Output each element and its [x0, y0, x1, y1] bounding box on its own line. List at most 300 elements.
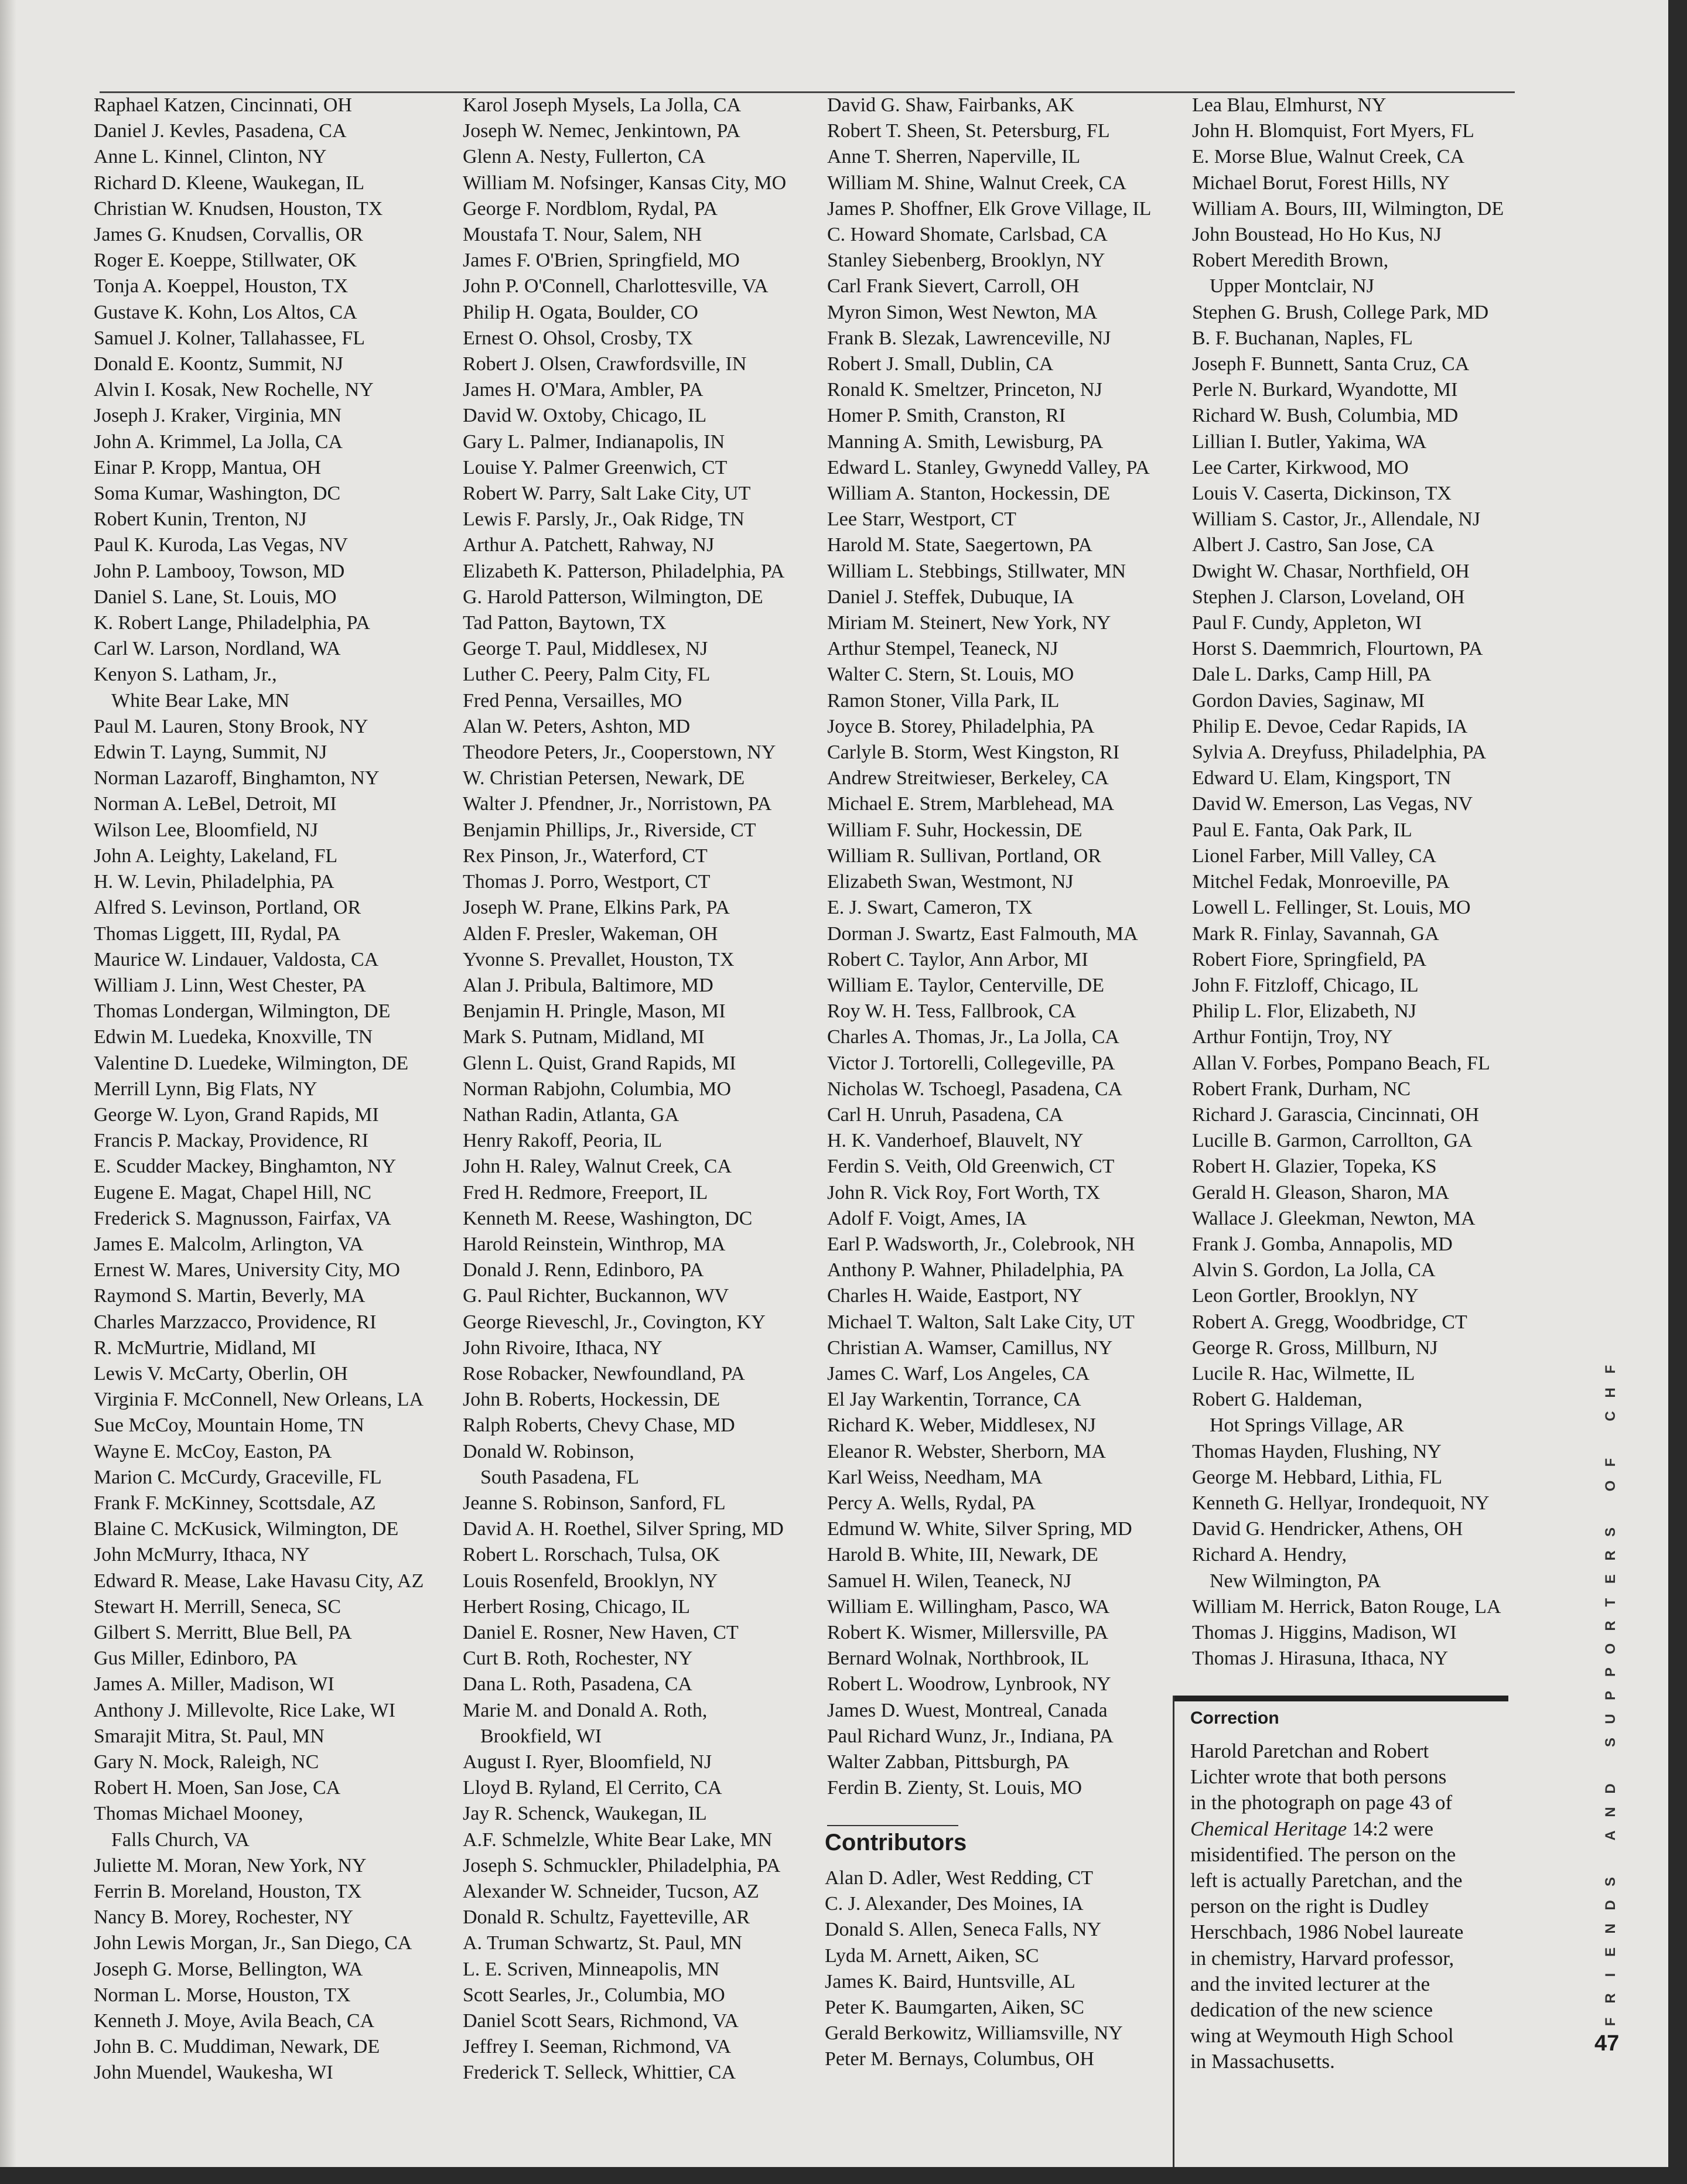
- supporter-entry: Arthur A. Patchett, Rahway, NJ: [463, 534, 715, 556]
- supporter-entry: Rex Pinson, Jr., Waterford, CT: [463, 845, 708, 867]
- supporter-entry: Allan V. Forbes, Pompano Beach, FL: [1192, 1052, 1490, 1074]
- correction-line: Chemical Heritage 14:2 were: [1190, 1817, 1434, 1840]
- supporter-entry: James K. Baird, Huntsville, AL: [825, 1970, 1075, 1992]
- supporter-entry: Juliette M. Moran, New York, NY: [94, 1854, 367, 1877]
- supporter-entry: William J. Linn, West Chester, PA: [94, 974, 366, 996]
- supporter-entry: Richard K. Weber, Middlesex, NJ: [827, 1414, 1096, 1437]
- supporter-entry: Anne L. Kinnel, Clinton, NY: [94, 146, 327, 168]
- correction-line: dedication of the new science: [1190, 1998, 1433, 2022]
- supporter-entry: K. Robert Lange, Philadelphia, PA: [94, 612, 370, 634]
- supporter-entry: Harold M. State, Saegertown, PA: [827, 534, 1092, 556]
- supporter-entry: Eleanor R. Webster, Sherborn, MA: [827, 1440, 1106, 1462]
- supporter-entry: Karl Weiss, Needham, MA: [827, 1466, 1043, 1488]
- supporter-entry: Albert J. Castro, San Jose, CA: [1192, 534, 1435, 556]
- supporter-entry: Earl P. Wadsworth, Jr., Colebrook, NH: [827, 1233, 1135, 1255]
- supporter-entry: Joyce B. Storey, Philadelphia, PA: [827, 715, 1095, 737]
- supporter-entry: Myron Simon, West Newton, MA: [827, 301, 1098, 323]
- supporter-entry: Tad Patton, Baytown, TX: [463, 612, 667, 634]
- supporter-entry: Robert Meredith Brown,: [1192, 249, 1389, 272]
- supporter-entry: Lionel Farber, Mill Valley, CA: [1192, 845, 1436, 867]
- supporter-entry: Lee Starr, Westport, CT: [827, 508, 1016, 531]
- supporter-entry: Carl W. Larson, Nordland, WA: [94, 638, 341, 660]
- supporter-entry: Kenneth M. Reese, Washington, DC: [463, 1207, 753, 1229]
- supporter-entry: Gary N. Mock, Raleigh, NC: [94, 1751, 319, 1773]
- supporter-entry: John McMurry, Ithaca, NY: [94, 1544, 310, 1566]
- name-column-2: [463, 93, 814, 2086]
- supporter-entry: James E. Malcolm, Arlington, VA: [94, 1233, 364, 1255]
- sidebar-letter: F: [1603, 1458, 1618, 1467]
- supporter-entry: Arthur Stempel, Teaneck, NJ: [827, 638, 1058, 660]
- supporter-entry: Jeffrey I. Seeman, Richmond, VA: [463, 2036, 731, 2058]
- supporter-entry: Robert K. Wismer, Millersville, PA: [827, 1621, 1108, 1643]
- sidebar-letter: H: [1603, 1387, 1618, 1398]
- supporter-entry: White Bear Lake, MN: [111, 689, 289, 712]
- supporter-entry: Lee Carter, Kirkwood, MO: [1192, 456, 1409, 479]
- correction-line: person on the right is Dudley: [1190, 1895, 1429, 1918]
- supporter-entry: Robert H. Moen, San Jose, CA: [94, 1777, 341, 1799]
- supporter-entry: Ferrin B. Moreland, Houston, TX: [94, 1881, 362, 1903]
- supporter-entry: Fred Penna, Versailles, MO: [463, 689, 682, 712]
- supporter-entry: Ramon Stoner, Villa Park, IL: [827, 689, 1060, 712]
- sidebar-letter: O: [1603, 1643, 1618, 1655]
- supporter-entry: Norman Lazaroff, Binghamton, NY: [94, 767, 380, 789]
- supporter-entry: John F. Fitzloff, Chicago, IL: [1192, 974, 1419, 996]
- supporter-entry: Richard D. Kleene, Waukegan, IL: [94, 172, 365, 194]
- sidebar-letter: S: [1603, 1527, 1618, 1537]
- supporter-entry: Robert Kunin, Trenton, NJ: [94, 508, 307, 531]
- supporter-entry: Gerald Berkowitz, Williamsville, NY: [825, 2022, 1123, 2045]
- supporter-entry: Ralph Roberts, Chevy Chase, MD: [463, 1414, 735, 1437]
- sidebar-letter: [1603, 1756, 1618, 1774]
- supporter-entry: Nicholas W. Tschoegl, Pasadena, CA: [827, 1078, 1123, 1100]
- supporter-entry: Marie M. and Donald A. Roth,: [463, 1699, 708, 1721]
- supporter-entry: Gordon Davies, Saginaw, MI: [1192, 689, 1425, 712]
- correction-line: wing at Weymouth High School: [1190, 2024, 1454, 2048]
- supporter-entry: Gary L. Palmer, Indianapolis, IN: [463, 430, 725, 453]
- supporter-entry: Alfred S. Levinson, Portland, OR: [94, 897, 361, 919]
- supporter-entry: Norman Rabjohn, Columbia, MO: [463, 1078, 732, 1100]
- supporter-entry: Robert Frank, Durham, NC: [1192, 1078, 1411, 1100]
- sidebar-letter: [1603, 1501, 1618, 1518]
- supporter-entry: William L. Stebbings, Stillwater, MN: [827, 560, 1126, 582]
- supporter-entry: Louis V. Caserta, Dickinson, TX: [1192, 483, 1452, 505]
- correction-line: and the invited lecturer at the: [1190, 1972, 1430, 1995]
- supporter-entry: Joseph W. Prane, Elkins Park, PA: [463, 897, 730, 919]
- supporter-entry: Gerald H. Gleason, Sharon, MA: [1192, 1181, 1450, 1204]
- supporter-entry: Frank F. McKinney, Scottsdale, AZ: [94, 1492, 376, 1514]
- supporter-entry: Wayne E. McCoy, Easton, PA: [94, 1440, 332, 1462]
- sidebar-letter: P: [1603, 1667, 1618, 1677]
- supporter-entry: Alden F. Presler, Wakeman, OH: [463, 922, 718, 945]
- supporter-entry: Blaine C. McKusick, Wilmington, DE: [94, 1518, 399, 1540]
- supporter-entry: Homer P. Smith, Cranston, RI: [827, 405, 1066, 427]
- supporter-entry: William A. Stanton, Hockessin, DE: [827, 483, 1111, 505]
- supporter-entry: Joseph S. Schmuckler, Philadelphia, PA: [463, 1854, 781, 1877]
- supporter-entry: Adolf F. Voigt, Ames, IA: [827, 1207, 1027, 1229]
- supporter-entry: James P. Shoffner, Elk Grove Village, IL: [827, 197, 1152, 220]
- supporter-entry: Horst S. Daemmrich, Flourtown, PA: [1192, 638, 1483, 660]
- supporter-entry: L. E. Scriven, Minneapolis, MN: [463, 1958, 720, 1980]
- supporter-entry: Robert Fiore, Springfield, PA: [1192, 948, 1427, 970]
- supporter-entry: B. F. Buchanan, Naples, FL: [1192, 327, 1413, 349]
- supporter-entry: Nathan Radin, Atlanta, GA: [463, 1103, 679, 1126]
- supporter-entry: Hot Springs Village, AR: [1210, 1414, 1404, 1437]
- supporter-entry: Elizabeth Swan, Westmont, NJ: [827, 871, 1074, 893]
- supporter-entry: New Wilmington, PA: [1210, 1570, 1381, 1592]
- supporter-entry: Joseph J. Kraker, Virginia, MN: [94, 405, 342, 427]
- supporter-entry: Karol Joseph Mysels, La Jolla, CA: [463, 94, 742, 116]
- supporter-entry: Peter K. Baumgarten, Aiken, SC: [825, 1997, 1084, 2019]
- correction-line: in Massachusetts.: [1190, 2050, 1335, 2073]
- supporter-entry: Brookfield, WI: [480, 1725, 602, 1747]
- supporter-entry: David W. Oxtoby, Chicago, IL: [463, 405, 707, 427]
- correction-title: Correction: [1190, 1708, 1279, 1728]
- correction-line: left is actually Paretchan, and the: [1190, 1869, 1463, 1892]
- supporter-entry: John P. Lambooy, Towson, MD: [94, 560, 345, 582]
- supporter-entry: Moustafa T. Nour, Salem, NH: [463, 224, 702, 246]
- sidebar-letter: D: [1603, 1900, 1618, 1910]
- supporter-entry: Curt B. Roth, Rochester, NY: [463, 1648, 693, 1670]
- supporter-entry: Joseph W. Nemec, Jenkintown, PA: [463, 120, 740, 142]
- supporter-entry: Joseph F. Bunnett, Santa Cruz, CA: [1192, 353, 1470, 375]
- supporter-entry: Bernard Wolnak, Northbrook, IL: [827, 1648, 1090, 1670]
- supporter-entry: Andrew Streitwieser, Berkeley, CA: [827, 767, 1109, 789]
- supporter-entry: Robert L. Woodrow, Lynbrook, NY: [827, 1673, 1111, 1696]
- supporter-entry: C. Howard Shomate, Carlsbad, CA: [827, 224, 1108, 246]
- supporter-entry: Glenn A. Nesty, Fullerton, CA: [463, 146, 706, 168]
- supporter-entry: Joseph G. Morse, Bellington, WA: [94, 1958, 363, 1980]
- supporter-entry: Carl Frank Sievert, Carroll, OH: [827, 275, 1080, 298]
- supporter-entry: Mitchel Fedak, Monroeville, PA: [1192, 871, 1450, 893]
- correction-line: Herschbach, 1986 Nobel laureate: [1190, 1920, 1464, 1944]
- supporter-entry: Lewis V. McCarty, Oberlin, OH: [94, 1362, 348, 1385]
- supporter-entry: Robert H. Glazier, Topeka, KS: [1192, 1156, 1437, 1178]
- supporter-entry: Alvin I. Kosak, New Rochelle, NY: [94, 379, 374, 401]
- supporter-entry: Thomas Michael Mooney,: [94, 1803, 303, 1825]
- supporter-entry: Raymond S. Martin, Beverly, MA: [94, 1285, 366, 1307]
- supporter-entry: R. McMurtrie, Midland, MI: [94, 1337, 316, 1359]
- supporter-entry: Michael Borut, Forest Hills, NY: [1192, 172, 1450, 194]
- supporter-entry: Walter C. Stern, St. Louis, MO: [827, 664, 1074, 686]
- supporter-entry: Walter Zabban, Pittsburgh, PA: [827, 1751, 1070, 1773]
- supporter-entry: Louise Y. Palmer Greenwich, CT: [463, 456, 728, 479]
- supporter-entry: Dana L. Roth, Pasadena, CA: [463, 1673, 692, 1696]
- supporter-entry: Theodore Peters, Jr., Cooperstown, NY: [463, 741, 776, 764]
- supporter-entry: Einar P. Kropp, Mantua, OH: [94, 456, 322, 479]
- supporter-entry: Alan D. Adler, West Redding, CT: [825, 1867, 1094, 1889]
- supporter-entry: William M. Nofsinger, Kansas City, MO: [463, 172, 787, 194]
- supporter-entry: Gilbert S. Merritt, Blue Bell, PA: [94, 1621, 352, 1643]
- correction-body: [1190, 1738, 1507, 2075]
- supporter-entry: Fred H. Redmore, Freeport, IL: [463, 1181, 708, 1204]
- supporter-entry: G. Harold Patterson, Wilmington, DE: [463, 586, 763, 608]
- supporter-entry: David A. H. Roethel, Silver Spring, MD: [463, 1518, 784, 1540]
- supporter-entry: James D. Wuest, Montreal, Canada: [827, 1699, 1108, 1721]
- supporter-entry: Louis Rosenfeld, Brooklyn, NY: [463, 1570, 718, 1592]
- sidebar-letter: U: [1603, 1714, 1618, 1724]
- supporter-entry: Christian W. Knudsen, Houston, TX: [94, 197, 383, 220]
- supporter-entry: Paul E. Fanta, Oak Park, IL: [1192, 819, 1412, 841]
- supporter-entry: Robert G. Haldeman,: [1192, 1389, 1362, 1411]
- supporter-entry: Yvonne S. Prevallet, Houston, TX: [463, 948, 735, 970]
- supporter-entry: John Lewis Morgan, Jr., San Diego, CA: [94, 1932, 412, 1954]
- contributors-heading: Contributors: [825, 1830, 967, 1855]
- supporter-entry: Daniel E. Rosner, New Haven, CT: [463, 1621, 739, 1643]
- supporter-entry: Frank B. Slezak, Lawrenceville, NJ: [827, 327, 1111, 349]
- supporter-entry: South Pasadena, FL: [480, 1466, 640, 1488]
- correction-line: Harold Paretchan and Robert: [1190, 1739, 1429, 1762]
- sidebar-letter: [1603, 1850, 1618, 1867]
- supporter-entry: Alan J. Pribula, Baltimore, MD: [463, 974, 713, 996]
- supporter-entry: Eugene E. Magat, Chapel Hill, NC: [94, 1181, 372, 1204]
- supporter-entry: Kenneth G. Hellyar, Irondequoit, NY: [1192, 1492, 1490, 1514]
- sidebar-letter: F: [1603, 1365, 1618, 1374]
- supporter-entry: Lillian I. Butler, Yakima, WA: [1192, 430, 1427, 453]
- supporter-entry: W. Christian Petersen, Newark, DE: [463, 767, 745, 789]
- supporter-entry: John A. Leighty, Lakeland, FL: [94, 845, 338, 867]
- supporter-entry: Philip H. Ogata, Boulder, CO: [463, 301, 698, 323]
- supporter-entry: Edward R. Mease, Lake Havasu City, AZ: [94, 1570, 424, 1592]
- supporter-entry: Lea Blau, Elmhurst, NY: [1192, 94, 1387, 116]
- supporter-entry: Jeanne S. Robinson, Sanford, FL: [463, 1492, 726, 1514]
- supporter-entry: Robert A. Gregg, Woodbridge, CT: [1192, 1311, 1467, 1333]
- supporter-entry: Glenn L. Quist, Grand Rapids, MI: [463, 1052, 736, 1074]
- name-column-1: [94, 93, 445, 2086]
- correction-line: Lichter wrote that both persons: [1190, 1765, 1447, 1789]
- supporter-entry: Robert T. Sheen, St. Petersburg, FL: [827, 120, 1110, 142]
- supporter-entry: Thomas Londergan, Wilmington, DE: [94, 1000, 391, 1023]
- supporter-entry: Richard J. Garascia, Cincinnati, OH: [1192, 1103, 1480, 1126]
- supporter-entry: Walter J. Pfendner, Jr., Norristown, PA: [463, 793, 772, 815]
- supporter-entry: Stephen G. Brush, College Park, MD: [1192, 301, 1489, 323]
- supporter-entry: Soma Kumar, Washington, DC: [94, 483, 341, 505]
- supporter-entry: Lloyd B. Ryland, El Cerrito, CA: [463, 1777, 722, 1799]
- supporter-entry: Elizabeth K. Patterson, Philadelphia, PA: [463, 560, 785, 582]
- supporter-entry: George R. Gross, Millburn, NJ: [1192, 1337, 1438, 1359]
- supporter-entry: Thomas J. Higgins, Madison, WI: [1192, 1621, 1457, 1643]
- supporter-entry: Upper Montclair, NJ: [1210, 275, 1374, 298]
- supporter-entry: Robert C. Taylor, Ann Arbor, MI: [827, 948, 1088, 970]
- supporter-entry: William S. Castor, Jr., Allendale, NJ: [1192, 508, 1481, 531]
- supporter-entry: Edward L. Stanley, Gwynedd Valley, PA: [827, 456, 1150, 479]
- supporter-entry: Mark S. Putnam, Midland, MI: [463, 1026, 705, 1048]
- supporter-entry: Paul K. Kuroda, Las Vegas, NV: [94, 534, 348, 556]
- page-number: 47: [1594, 2031, 1620, 2056]
- correction-line: in the photograph on page 43 of: [1190, 1791, 1453, 1814]
- supporter-entry: Jay R. Schenck, Waukegan, IL: [463, 1803, 707, 1825]
- supporter-entry: Leon Gortler, Brooklyn, NY: [1192, 1285, 1419, 1307]
- supporter-entry: Manning A. Smith, Lewisburg, PA: [827, 430, 1104, 453]
- supporter-entry: Scott Searles, Jr., Columbia, MO: [463, 1984, 725, 2006]
- supporter-entry: Thomas J. Hirasuna, Ithaca, NY: [1192, 1648, 1449, 1670]
- sidebar-letter: S: [1603, 1877, 1618, 1887]
- supporter-entry: Michael E. Strem, Marblehead, MA: [827, 793, 1115, 815]
- supporter-entry: August I. Ryer, Bloomfield, NJ: [463, 1751, 712, 1773]
- supporter-entry: Henry Rakoff, Peoria, IL: [463, 1130, 662, 1152]
- sidebar-letter: T: [1603, 1598, 1618, 1607]
- supporter-entry: C. J. Alexander, Des Moines, IA: [825, 1893, 1084, 1915]
- supporter-entry: Richard A. Hendry,: [1192, 1544, 1347, 1566]
- supporter-entry: Virginia F. McConnell, New Orleans, LA: [94, 1389, 424, 1411]
- supporter-entry: H. K. Vanderhoef, Blauvelt, NY: [827, 1130, 1084, 1152]
- sidebar-letter: O: [1603, 1480, 1618, 1492]
- sidebar-letter: I: [1603, 1973, 1618, 1977]
- sidebar-letter: E: [1603, 1947, 1618, 1957]
- supporter-entry: Benjamin H. Pringle, Mason, MI: [463, 1000, 726, 1023]
- supporter-entry: Charles H. Waide, Eastport, NY: [827, 1285, 1082, 1307]
- correction-line: misidentified. The person on the: [1190, 1843, 1456, 1866]
- supporter-entry: Maurice W. Lindauer, Valdosta, CA: [94, 948, 379, 970]
- supporter-entry: Falls Church, VA: [111, 1828, 250, 1851]
- supporter-entry: Edward U. Elam, Kingsport, TN: [1192, 767, 1452, 789]
- supporter-entry: Philip E. Devoe, Cedar Rapids, IA: [1192, 715, 1468, 737]
- supporter-entry: Francis P. Mackay, Providence, RI: [94, 1130, 368, 1152]
- sidebar-letter: [1603, 1430, 1618, 1448]
- supporter-entry: Frederick S. Magnusson, Fairfax, VA: [94, 1207, 391, 1229]
- supporter-entry: Stephen J. Clarson, Loveland, OH: [1192, 586, 1465, 608]
- supporter-entry: Peter M. Bernays, Columbus, OH: [825, 2048, 1094, 2070]
- supporter-entry: Kenyon S. Latham, Jr.,: [94, 664, 277, 686]
- supporter-entry: Kenneth J. Moye, Avila Beach, CA: [94, 2010, 375, 2032]
- supporter-entry: Carlyle B. Storm, West Kingston, RI: [827, 741, 1120, 764]
- sidebar-letter: C: [1603, 1410, 1618, 1421]
- supporter-entry: Gustave K. Kohn, Los Altos, CA: [94, 301, 357, 323]
- sidebar-letter: N: [1603, 1807, 1618, 1817]
- supporter-entry: E. Morse Blue, Walnut Creek, CA: [1192, 146, 1465, 168]
- supporter-entry: Perle N. Burkard, Wyandotte, MI: [1192, 379, 1458, 401]
- sidebar-letter: R: [1603, 1550, 1618, 1561]
- supporter-entry: Daniel S. Lane, St. Louis, MO: [94, 586, 337, 608]
- supporter-entry: Samuel J. Kolner, Tallahassee, FL: [94, 327, 366, 349]
- supporter-entry: E. J. Swart, Cameron, TX: [827, 897, 1033, 919]
- supporter-entry: Thomas Hayden, Flushing, NY: [1192, 1440, 1442, 1462]
- supporter-entry: Robert J. Small, Dublin, CA: [827, 353, 1054, 375]
- sidebar-letter: R: [1603, 1620, 1618, 1631]
- supporter-entry: Carl H. Unruh, Pasadena, CA: [827, 1103, 1064, 1126]
- supporter-entry: Sue McCoy, Mountain Home, TN: [94, 1414, 364, 1437]
- sidebar-letter: R: [1603, 1993, 1618, 2004]
- supporter-entry: William F. Suhr, Hockessin, DE: [827, 819, 1082, 841]
- supporter-entry: Dale L. Darks, Camp Hill, PA: [1192, 664, 1432, 686]
- supporter-entry: Stanley Siebenberg, Brooklyn, NY: [827, 249, 1105, 272]
- supporter-entry: Anthony J. Millevolte, Rice Lake, WI: [94, 1699, 395, 1721]
- supporter-entry: John Boustead, Ho Ho Kus, NJ: [1192, 224, 1442, 246]
- supporter-entry: Charles Marzzacco, Providence, RI: [94, 1311, 377, 1333]
- supporter-entry: Wallace J. Gleekman, Newton, MA: [1192, 1207, 1476, 1229]
- supporter-entry: Tonja A. Koeppel, Houston, TX: [94, 275, 349, 298]
- supporter-entry: El Jay Warkentin, Torrance, CA: [827, 1389, 1081, 1411]
- supporter-entry: Alan W. Peters, Ashton, MD: [463, 715, 691, 737]
- supporter-entry: Anne T. Sherren, Naperville, IL: [827, 146, 1081, 168]
- supporter-entry: Lewis F. Parsly, Jr., Oak Ridge, TN: [463, 508, 745, 531]
- supporter-entry: Raphael Katzen, Cincinnati, OH: [94, 94, 352, 116]
- contributors-rule: [827, 1825, 958, 1826]
- sidebar-letter: D: [1603, 1783, 1618, 1794]
- supporter-entry: Rose Robacker, Newfoundland, PA: [463, 1362, 745, 1385]
- supporter-entry: David W. Emerson, Las Vegas, NV: [1192, 793, 1473, 815]
- supporter-entry: Benjamin Phillips, Jr., Riverside, CT: [463, 819, 756, 841]
- supporter-entry: Robert J. Olsen, Crawfordsville, IN: [463, 353, 747, 375]
- supporter-entry: Harold B. White, III, Newark, DE: [827, 1544, 1098, 1566]
- supporter-entry: William M. Herrick, Baton Rouge, LA: [1192, 1595, 1501, 1618]
- supporter-entry: Daniel J. Kevles, Pasadena, CA: [94, 120, 347, 142]
- sidebar-letter: S: [1603, 1737, 1618, 1747]
- correction-line: in chemistry, Harvard professor,: [1190, 1946, 1454, 1970]
- supporter-entry: Paul F. Cundy, Appleton, WI: [1192, 612, 1422, 634]
- contributors-list: [825, 1865, 1176, 2073]
- supporter-entry: Robert W. Parry, Salt Lake City, UT: [463, 483, 751, 505]
- supporter-entry: Norman A. LeBel, Detroit, MI: [94, 793, 337, 815]
- name-column-3: [827, 93, 1179, 1801]
- supporter-entry: Smarajit Mitra, St. Paul, MN: [94, 1725, 325, 1747]
- supporter-entry: Lowell L. Fellinger, St. Louis, MO: [1192, 897, 1471, 919]
- supporter-entry: Harold Reinstein, Winthrop, MA: [463, 1233, 726, 1255]
- supporter-entry: William R. Sullivan, Portland, OR: [827, 845, 1102, 867]
- supporter-entry: Ernest O. Ohsol, Crosby, TX: [463, 327, 693, 349]
- supporter-entry: James G. Knudsen, Corvallis, OR: [94, 224, 363, 246]
- sidebar-letter: E: [1603, 1574, 1618, 1584]
- sidebar-letter: A: [1603, 1830, 1618, 1841]
- supporter-entry: Charles A. Thomas, Jr., La Jolla, CA: [827, 1026, 1119, 1048]
- supporter-entry: Edwin M. Luedeka, Knoxville, TN: [94, 1026, 373, 1048]
- supporter-entry: Dorman J. Swartz, East Falmouth, MA: [827, 922, 1138, 945]
- supporter-entry: George M. Hebbard, Lithia, FL: [1192, 1466, 1443, 1488]
- supporter-entry: Michael T. Walton, Salt Lake City, UT: [827, 1311, 1135, 1333]
- binding-shadow: [0, 0, 16, 2167]
- supporter-entry: A.F. Schmelzle, White Bear Lake, MN: [463, 1828, 773, 1851]
- supporter-entry: Thomas Liggett, III, Rydal, PA: [94, 922, 341, 945]
- supporter-entry: Roger E. Koeppe, Stillwater, OK: [94, 249, 357, 272]
- supporter-entry: John R. Vick Roy, Fort Worth, TX: [827, 1181, 1101, 1204]
- supporter-entry: G. Paul Richter, Buckannon, WV: [463, 1285, 729, 1307]
- supporter-entry: Ferdin S. Veith, Old Greenwich, CT: [827, 1156, 1115, 1178]
- supporter-entry: Arthur Fontijn, Troy, NY: [1192, 1026, 1393, 1048]
- supporter-entry: Samuel H. Wilen, Teaneck, NJ: [827, 1570, 1072, 1592]
- supporter-entry: William E. Taylor, Centerville, DE: [827, 974, 1104, 996]
- supporter-entry: Marion C. McCurdy, Graceville, FL: [94, 1466, 382, 1488]
- supporter-entry: Edwin T. Layng, Summit, NJ: [94, 741, 327, 764]
- supporter-entry: Ferdin B. Zienty, St. Louis, MO: [827, 1777, 1082, 1799]
- supporter-entry: Alexander W. Schneider, Tucson, AZ: [463, 1881, 759, 1903]
- supporter-entry: John P. O'Connell, Charlottesville, VA: [463, 275, 769, 298]
- supporter-entry: Paul Richard Wunz, Jr., Indiana, PA: [827, 1725, 1114, 1747]
- supporter-entry: Ronald K. Smeltzer, Princeton, NJ: [827, 379, 1102, 401]
- supporter-entry: James F. O'Brien, Springfield, MO: [463, 249, 740, 272]
- supporter-entry: Ernest W. Mares, University City, MO: [94, 1259, 400, 1281]
- supporter-entry: Richard W. Bush, Columbia, MD: [1192, 405, 1459, 427]
- supporter-entry: Robert L. Rorschach, Tulsa, OK: [463, 1544, 720, 1566]
- supporter-entry: Daniel Scott Sears, Richmond, VA: [463, 2010, 739, 2032]
- supporter-entry: Donald J. Renn, Edinboro, PA: [463, 1259, 704, 1281]
- supporter-entry: Herbert Rosing, Chicago, IL: [463, 1595, 691, 1618]
- supporter-entry: George W. Lyon, Grand Rapids, MI: [94, 1103, 379, 1126]
- supporter-entry: Percy A. Wells, Rydal, PA: [827, 1492, 1036, 1514]
- supporter-entry: Alvin S. Gordon, La Jolla, CA: [1192, 1259, 1436, 1281]
- sidebar-letter: N: [1603, 1923, 1618, 1934]
- supporter-entry: William E. Willingham, Pasco, WA: [827, 1595, 1110, 1618]
- supporter-entry: Dwight W. Chasar, Northfield, OH: [1192, 560, 1470, 582]
- supporter-entry: James H. O'Mara, Ambler, PA: [463, 379, 704, 401]
- supporter-entry: Thomas J. Porro, Westport, CT: [463, 871, 711, 893]
- supporter-entry: Nancy B. Morey, Rochester, NY: [94, 1906, 354, 1929]
- supporter-entry: Miriam M. Steinert, New York, NY: [827, 612, 1111, 634]
- supporter-entry: Sylvia A. Dreyfuss, Philadelphia, PA: [1192, 741, 1487, 764]
- supporter-entry: Lyda M. Arnett, Aiken, SC: [825, 1944, 1039, 1967]
- supporter-entry: David G. Hendricker, Athens, OH: [1192, 1518, 1463, 1540]
- supporter-entry: Victor J. Tortorelli, Collegeville, PA: [827, 1052, 1115, 1074]
- supporter-entry: Stewart H. Merrill, Seneca, SC: [94, 1595, 342, 1618]
- sidebar-letter: F: [1603, 2017, 1618, 2026]
